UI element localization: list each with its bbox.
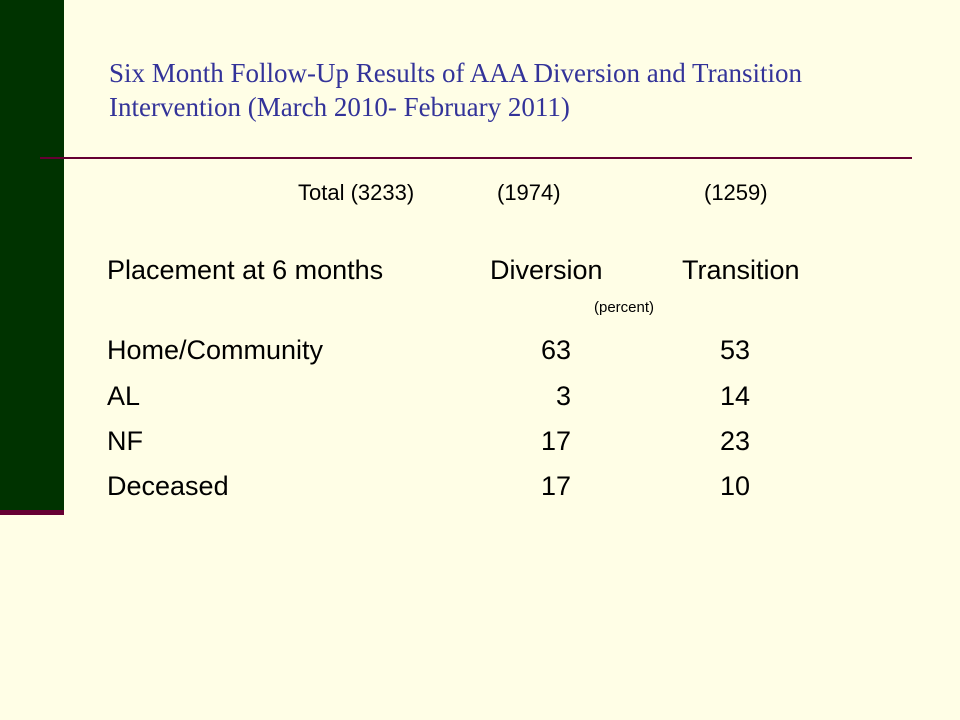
- diversion-value: 17: [540, 426, 571, 456]
- diversion-value: 3: [555, 381, 571, 411]
- table-row: [0, 381, 960, 421]
- diversion-count: (1974): [497, 180, 561, 205]
- row-label: Deceased: [107, 471, 229, 501]
- table-row: [0, 471, 960, 511]
- row-label: Home/Community: [107, 335, 324, 365]
- row-label: NF: [107, 426, 143, 456]
- total-count: Total (3233): [298, 180, 415, 205]
- unit-label: (percent): [594, 299, 655, 316]
- table-row: [0, 426, 960, 466]
- slide-title: Six Month Follow-Up Results of AAA Diversion and Transition Intervention (March 2010- February 2011): [109, 58, 803, 122]
- diversion-value: 17: [540, 471, 571, 501]
- placement-header: Placement at 6 months: [107, 255, 384, 285]
- transition-value: 53: [719, 335, 750, 365]
- transition-value: 10: [719, 471, 750, 501]
- diversion-value: 63: [540, 335, 571, 365]
- transition-header: Transition: [682, 255, 800, 285]
- title-divider: [40, 157, 912, 159]
- diversion-header: Diversion: [490, 255, 603, 285]
- row-label: AL: [107, 381, 141, 411]
- transition-value: 23: [719, 426, 750, 456]
- transition-value: 14: [719, 381, 750, 411]
- transition-count: (1259): [704, 180, 768, 205]
- table-row: [0, 335, 960, 375]
